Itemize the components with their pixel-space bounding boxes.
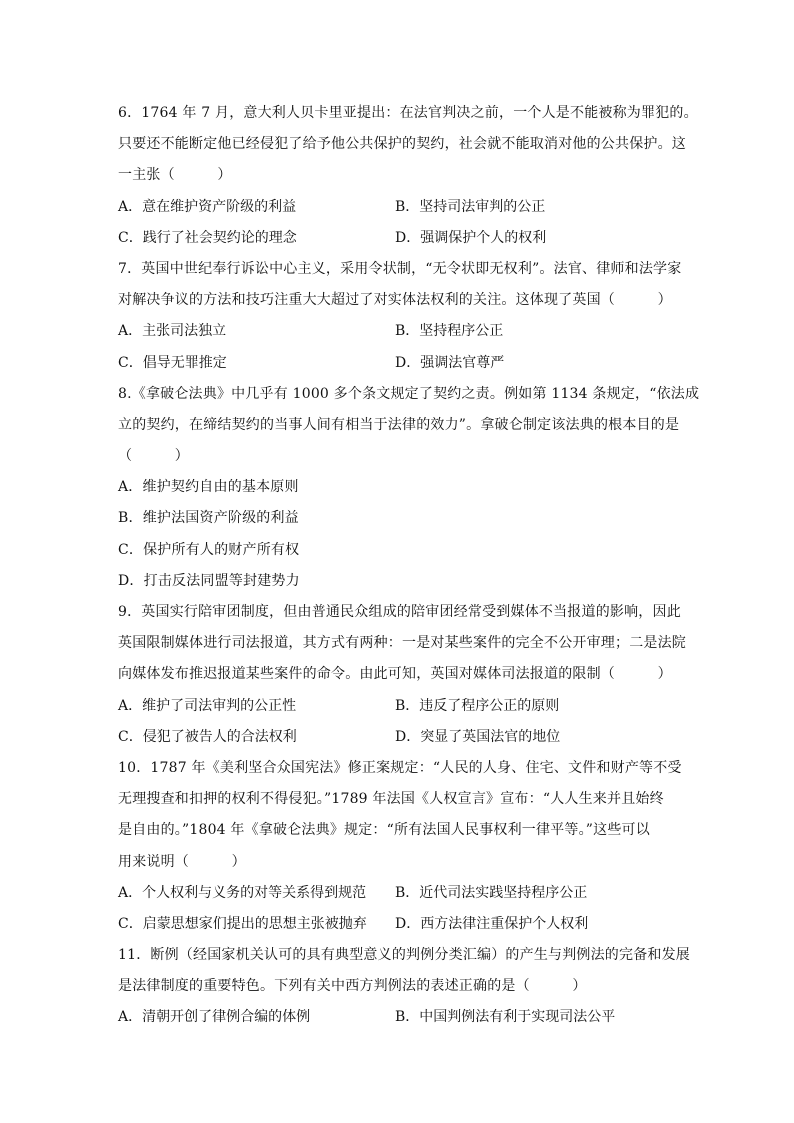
question-8-stem-line-2: 立的契约，在缔结契约的当事人间有相当于法律的效力”。拿破仑制定该法典的根本目的是 <box>118 416 680 433</box>
question-7-options-row-1 <box>118 316 684 347</box>
question-6-option-b: B．坚持司法审判的公正 <box>395 198 546 215</box>
question-7-options-row-2 <box>118 348 684 379</box>
question-11 <box>118 940 691 1034</box>
question-7-option-a: A．主张司法独立 <box>118 323 227 340</box>
question-11-stem-line-1: 11．断例（经国家机关认可的具有典型意义的判例分类汇编）的产生与判例法的完备和发展 <box>118 947 691 964</box>
question-10-stem-line-3: 是自由的。”1804 年《拿破仑法典》规定：“所有法国人民事权利一律平等。”这些可以 <box>118 822 650 839</box>
question-6-option-d: D．强调保护个人的权利 <box>395 229 547 246</box>
question-10-stem-line-4: 用来说明（ ） <box>118 853 246 870</box>
question-10-stem-line-2: 无理搜查和扣押的权利不得侵犯。”1789 年法国《人权宣言》宣布：“人人生来并且始终 <box>118 791 664 808</box>
question-8-stem-line-3: （ ） <box>118 448 189 465</box>
question-11-option-a: A．清朝开创了律例合编的体例 <box>118 1009 311 1026</box>
question-7-option-c: C．倡导无罪推定 <box>118 354 227 371</box>
question-8-option-a: A．维护契约自由的基本原则 <box>118 479 299 496</box>
question-6-options-row-2 <box>118 223 684 254</box>
question-10-options-row-1 <box>118 878 684 909</box>
question-9-options-row-2 <box>118 722 684 753</box>
question-8-option-c: C．保护所有人的财产所有权 <box>118 541 300 558</box>
question-9-stem-line-1: 9．英国实行陪审团制度，但由普通民众组成的陪审团经常受到媒体不当报道的影响，因此 <box>118 604 681 620</box>
question-6-option-a: A．意在维护资产阶级的利益 <box>118 198 297 215</box>
question-6-stem-line-3: 一主张（ ） <box>118 167 232 184</box>
question-9-option-c: C．侵犯了被告人的合法权利 <box>118 728 297 745</box>
question-10-option-c: C．启蒙思想家们提出的思想主张被抛弃 <box>118 915 367 932</box>
question-9-option-a: A．维护了司法审判的公正性 <box>118 697 297 714</box>
question-8-option-d: D．打击反法同盟等封建势力 <box>118 572 300 589</box>
question-list <box>118 98 700 1034</box>
question-8-option-b: B．维护法国资产阶级的利益 <box>118 510 299 527</box>
question-11-options-row-1 <box>118 1002 684 1033</box>
question-6-stem-line-2: 只要还不能断定他已经侵犯了给予他公共保护的契约，社会就不能取消对他的公共保护。这 <box>118 136 686 153</box>
question-10 <box>118 753 684 940</box>
question-10-options-row-2 <box>118 909 684 940</box>
question-9-stem-line-2: 英国限制媒体进行司法报道，其方式有两种：一是对某些案件的完全不公开审理；二是法院 <box>118 635 686 652</box>
question-6-option-c: C．践行了社会契约论的理念 <box>118 229 297 246</box>
question-9-stem-line-3: 向媒体发布推迟报道某些案件的命令。由此可知，英国对媒体司法报道的限制（ ） <box>118 666 672 683</box>
question-7 <box>118 254 684 379</box>
question-8-stem-line-1: 8.《拿破仑法典》中几乎有 1000 多个条文规定了契约之责。例如第 1134 条规定，“依法成 <box>118 385 700 402</box>
question-10-option-d: D．西方法律注重保护个人权利 <box>395 915 589 932</box>
question-6-options-row-1 <box>118 192 684 223</box>
question-9-option-d: D．突显了英国法官的地位 <box>395 728 561 745</box>
question-7-option-b: B．坚持程序公正 <box>395 323 504 340</box>
question-7-option-d: D．强调法官尊严 <box>395 354 505 371</box>
question-7-stem-line-2: 对解决争议的方法和技巧注重大大超过了对实体法权利的关注。这体现了英国（ ） <box>118 292 672 309</box>
question-10-option-b: B．近代司法实践坚持程序公正 <box>395 884 588 901</box>
question-7-stem-line-1: 7．英国中世纪奉行诉讼中心主义，采用令状制，“无令状即无权利”。法官、律师和法学家 <box>118 260 682 277</box>
question-10-stem-line-1: 10．1787 年《美利坚合众国宪法》修正案规定：“人民的人身、住宅、文件和财产等不受 <box>118 759 682 776</box>
question-8 <box>118 379 700 597</box>
question-11-stem-line-2: 是法律制度的重要特色。下列有关中西方判例法的表述正确的是（ ） <box>118 978 587 995</box>
question-10-option-a: A．个人权利与义务的对等关系得到规范 <box>118 884 367 901</box>
question-11-option-b: B．中国判例法有利于实现司法公平 <box>395 1009 616 1026</box>
question-9 <box>118 597 684 753</box>
question-6 <box>118 98 698 254</box>
question-9-option-b: B．违反了程序公正的原则 <box>395 697 560 714</box>
question-6-stem-line-1: 6．1764 年 7 月，意大利人贝卡里亚提出：在法官判决之前，一个人是不能被称为罪犯的。 <box>118 105 698 121</box>
question-9-options-row-1 <box>118 691 684 722</box>
